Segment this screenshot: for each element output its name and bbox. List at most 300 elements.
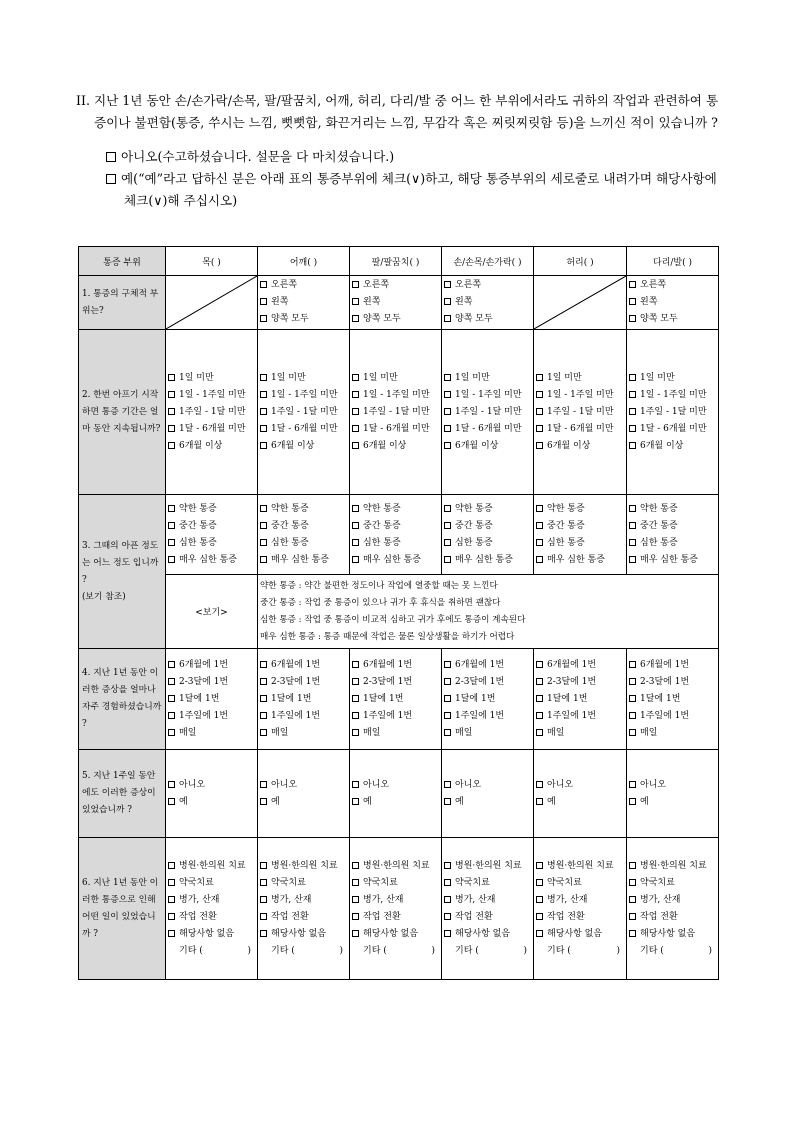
checkbox[interactable]: [352, 930, 359, 937]
q6-option[interactable]: [444, 875, 531, 892]
q1-option[interactable]: [352, 311, 439, 328]
q2-option[interactable]: [536, 438, 624, 455]
q2-option[interactable]: [260, 387, 347, 404]
q1-option[interactable]: [444, 294, 531, 311]
q4-option[interactable]: [352, 725, 439, 742]
checkbox[interactable]: [444, 425, 451, 432]
checkbox[interactable]: [168, 391, 175, 398]
etc-field[interactable]: [536, 943, 624, 960]
checkbox[interactable]: [260, 896, 267, 903]
q5-option[interactable]: [444, 777, 531, 794]
checkbox[interactable]: [168, 442, 175, 449]
q2-option[interactable]: [536, 387, 624, 404]
checkbox[interactable]: [629, 315, 636, 322]
q2-neck-options: [166, 330, 258, 495]
q2-option[interactable]: [168, 370, 255, 387]
checkbox[interactable]: [352, 505, 359, 512]
checkbox[interactable]: [629, 781, 636, 788]
option-label: 심한 통증: [547, 537, 585, 548]
q5-option[interactable]: [352, 794, 439, 811]
checkbox[interactable]: [629, 522, 636, 529]
q3-option[interactable]: [168, 501, 255, 518]
checkbox[interactable]: [260, 442, 267, 449]
q6-option[interactable]: [536, 909, 624, 926]
q4-option[interactable]: [168, 657, 255, 674]
q6-option[interactable]: [444, 926, 531, 943]
q4-option[interactable]: [629, 691, 716, 708]
checkbox[interactable]: [536, 896, 543, 903]
checkbox[interactable]: [260, 729, 267, 736]
checkbox[interactable]: [260, 374, 267, 381]
q4-option[interactable]: [536, 674, 624, 691]
q2-option[interactable]: [629, 438, 716, 455]
q3-option[interactable]: [168, 535, 255, 552]
q6-option[interactable]: [168, 909, 255, 926]
q3-option[interactable]: [536, 501, 624, 518]
checkbox[interactable]: [168, 930, 175, 937]
checkbox[interactable]: [444, 862, 451, 869]
q5-option[interactable]: [629, 794, 716, 811]
checkbox[interactable]: [352, 539, 359, 546]
checkbox[interactable]: [168, 425, 175, 432]
checkbox[interactable]: [352, 281, 359, 288]
checkbox[interactable]: [444, 781, 451, 788]
q1-option[interactable]: [260, 277, 347, 294]
q2-option[interactable]: [260, 421, 347, 438]
q5-option[interactable]: [352, 777, 439, 794]
checkbox[interactable]: [352, 678, 359, 685]
checkbox[interactable]: [629, 862, 636, 869]
checkbox[interactable]: [168, 695, 175, 702]
option-label: 예: [547, 796, 556, 807]
option-label: 오른쪽: [455, 280, 482, 290]
q4-option[interactable]: [168, 708, 255, 725]
q4-option[interactable]: [536, 691, 624, 708]
q1-option[interactable]: [444, 311, 531, 328]
q2-option[interactable]: [168, 404, 255, 421]
checkbox[interactable]: [629, 930, 636, 937]
checkbox[interactable]: [444, 315, 451, 322]
q2-option[interactable]: [168, 387, 255, 404]
checkbox[interactable]: [168, 798, 175, 805]
checkbox[interactable]: [629, 425, 636, 432]
q4-option[interactable]: [352, 657, 439, 674]
checkbox[interactable]: [352, 391, 359, 398]
checkbox[interactable]: [168, 661, 175, 668]
q2-option[interactable]: [260, 438, 347, 455]
checkbox[interactable]: [352, 729, 359, 736]
checkbox[interactable]: [444, 522, 451, 529]
q3-option[interactable]: [168, 552, 255, 569]
checkbox[interactable]: [536, 539, 543, 546]
checkbox[interactable]: [352, 896, 359, 903]
q5-option[interactable]: [536, 777, 624, 794]
checkbox[interactable]: [536, 913, 543, 920]
q3-option[interactable]: [536, 535, 624, 552]
q3-option[interactable]: [629, 501, 716, 518]
checkbox[interactable]: [629, 408, 636, 415]
q6-option[interactable]: [444, 892, 531, 909]
q4-option[interactable]: [260, 725, 347, 742]
q6-option[interactable]: [352, 909, 439, 926]
checkbox[interactable]: [260, 879, 267, 886]
checkbox[interactable]: [629, 896, 636, 903]
q4-option[interactable]: [444, 657, 531, 674]
q3-option[interactable]: [536, 518, 624, 535]
q6-option[interactable]: [260, 926, 347, 943]
checkbox[interactable]: [629, 661, 636, 668]
q4-option[interactable]: [260, 691, 347, 708]
checkbox[interactable]: [536, 661, 543, 668]
checkbox[interactable]: [536, 712, 543, 719]
checkbox[interactable]: [536, 374, 543, 381]
checkbox[interactable]: [260, 425, 267, 432]
q4-option[interactable]: [444, 691, 531, 708]
q4-option[interactable]: [352, 708, 439, 725]
q6-option[interactable]: [260, 875, 347, 892]
checkbox[interactable]: [536, 930, 543, 937]
q5-option[interactable]: [629, 777, 716, 794]
checkbox[interactable]: [536, 879, 543, 886]
checkbox[interactable]: [629, 798, 636, 805]
q2-option[interactable]: [352, 370, 439, 387]
q6-option[interactable]: [444, 858, 531, 875]
checkbox[interactable]: [536, 729, 543, 736]
q4-option[interactable]: [352, 674, 439, 691]
option-label: 왼쪽: [455, 297, 473, 307]
checkbox[interactable]: [536, 522, 543, 529]
checkbox[interactable]: [444, 556, 451, 563]
checkbox[interactable]: [352, 712, 359, 719]
q2-option[interactable]: [444, 421, 531, 438]
checkbox[interactable]: [444, 913, 451, 920]
q5-option[interactable]: [260, 794, 347, 811]
checkbox[interactable]: [444, 678, 451, 685]
q4-option[interactable]: [536, 708, 624, 725]
q3-option[interactable]: [352, 518, 439, 535]
q6-option[interactable]: [352, 858, 439, 875]
q3-option[interactable]: [352, 552, 439, 569]
checkbox[interactable]: [629, 879, 636, 886]
q6-option[interactable]: [629, 892, 716, 909]
q4-option[interactable]: [168, 725, 255, 742]
q3-option[interactable]: [444, 535, 531, 552]
checkbox[interactable]: [352, 315, 359, 322]
checkbox[interactable]: [629, 913, 636, 920]
checkbox[interactable]: [168, 539, 175, 546]
q2-option[interactable]: [352, 404, 439, 421]
q6-option[interactable]: [536, 892, 624, 909]
q3-option[interactable]: [629, 535, 716, 552]
checkbox[interactable]: [536, 695, 543, 702]
q3-option[interactable]: [444, 501, 531, 518]
q3-option[interactable]: [260, 518, 347, 535]
checkbox[interactable]: [444, 930, 451, 937]
q5-option[interactable]: [168, 777, 255, 794]
option-label: 1일 미만: [455, 372, 490, 383]
q6-option[interactable]: [629, 926, 716, 943]
q3-option[interactable]: [352, 535, 439, 552]
checkbox[interactable]: [168, 729, 175, 736]
checkbox[interactable]: [629, 281, 636, 288]
checkbox[interactable]: [352, 298, 359, 305]
checkbox[interactable]: [260, 281, 267, 288]
q6-option[interactable]: [260, 858, 347, 875]
q5-option[interactable]: [444, 794, 531, 811]
q3-option[interactable]: [629, 552, 716, 569]
checkbox[interactable]: [260, 522, 267, 529]
q3-option[interactable]: [168, 518, 255, 535]
q2-option[interactable]: [629, 404, 716, 421]
q4-option[interactable]: [444, 674, 531, 691]
checkbox[interactable]: [629, 391, 636, 398]
checkbox[interactable]: [352, 556, 359, 563]
q2-option[interactable]: [444, 370, 531, 387]
checkbox[interactable]: [168, 896, 175, 903]
q6-option[interactable]: [352, 875, 439, 892]
checkbox[interactable]: [444, 442, 451, 449]
checkbox[interactable]: [260, 505, 267, 512]
q2-option[interactable]: [536, 404, 624, 421]
etc-field[interactable]: [352, 943, 439, 960]
q5-option[interactable]: [168, 794, 255, 811]
checkbox[interactable]: [260, 862, 267, 869]
q4-option[interactable]: [629, 725, 716, 742]
q2-option[interactable]: [168, 421, 255, 438]
checkbox[interactable]: [260, 930, 267, 937]
q6-option[interactable]: [536, 858, 624, 875]
checkbox[interactable]: [444, 505, 451, 512]
q2-option[interactable]: [444, 404, 531, 421]
q1-option[interactable]: [352, 294, 439, 311]
checkbox-no[interactable]: [106, 152, 116, 162]
checkbox[interactable]: [352, 425, 359, 432]
checkbox[interactable]: [168, 781, 175, 788]
q4-option[interactable]: [536, 725, 624, 742]
checkbox[interactable]: [536, 408, 543, 415]
checkbox[interactable]: [536, 781, 543, 788]
checkbox[interactable]: [260, 913, 267, 920]
q1-option[interactable]: [629, 294, 716, 311]
checkbox[interactable]: [352, 879, 359, 886]
checkbox[interactable]: [260, 315, 267, 322]
q3-option[interactable]: [260, 552, 347, 569]
q2-option[interactable]: [536, 421, 624, 438]
q2-option[interactable]: [629, 421, 716, 438]
checkbox[interactable]: [536, 391, 543, 398]
q4-option[interactable]: [352, 691, 439, 708]
checkbox[interactable]: [536, 798, 543, 805]
q4-option[interactable]: [168, 691, 255, 708]
checkbox[interactable]: [629, 539, 636, 546]
q5-option[interactable]: [536, 794, 624, 811]
etc-field[interactable]: [629, 943, 716, 960]
q2-option[interactable]: [260, 370, 347, 387]
q2-option[interactable]: [629, 370, 716, 387]
q4-option[interactable]: [168, 674, 255, 691]
q1-option[interactable]: [629, 311, 716, 328]
checkbox[interactable]: [444, 374, 451, 381]
checkbox[interactable]: [444, 695, 451, 702]
q1-option[interactable]: [629, 277, 716, 294]
checkbox[interactable]: [444, 712, 451, 719]
q6-option[interactable]: [352, 926, 439, 943]
q2-option[interactable]: [444, 438, 531, 455]
checkbox[interactable]: [444, 408, 451, 415]
checkbox[interactable]: [536, 425, 543, 432]
q4-option[interactable]: [629, 674, 716, 691]
q1-option[interactable]: [260, 311, 347, 328]
checkbox[interactable]: [168, 556, 175, 563]
checkbox[interactable]: [260, 298, 267, 305]
checkbox[interactable]: [444, 798, 451, 805]
q4-option[interactable]: [260, 674, 347, 691]
q3-option[interactable]: [260, 501, 347, 518]
checkbox[interactable]: [444, 281, 451, 288]
etc-field[interactable]: [260, 943, 347, 960]
option-no[interactable]: [106, 146, 726, 168]
q1-option[interactable]: [444, 277, 531, 294]
checkbox[interactable]: [352, 695, 359, 702]
q2-option[interactable]: [536, 370, 624, 387]
etc-field[interactable]: [444, 943, 531, 960]
q6-option[interactable]: [629, 909, 716, 926]
checkbox[interactable]: [444, 729, 451, 736]
checkbox[interactable]: [444, 896, 451, 903]
checkbox-yes[interactable]: [106, 174, 116, 184]
q2-option[interactable]: [444, 387, 531, 404]
q4-option[interactable]: [260, 657, 347, 674]
checkbox[interactable]: [168, 862, 175, 869]
q3-option[interactable]: [352, 501, 439, 518]
checkbox[interactable]: [629, 712, 636, 719]
checkbox[interactable]: [168, 913, 175, 920]
checkbox[interactable]: [536, 505, 543, 512]
checkbox[interactable]: [168, 522, 175, 529]
q6-option[interactable]: [260, 892, 347, 909]
checkbox[interactable]: [260, 556, 267, 563]
option-yes[interactable]: [106, 168, 726, 212]
option-label: 병원·한의원 치료: [363, 860, 430, 871]
checkbox[interactable]: [260, 695, 267, 702]
checkbox[interactable]: [444, 391, 451, 398]
checkbox[interactable]: [536, 862, 543, 869]
q6-option[interactable]: [352, 892, 439, 909]
q5-option[interactable]: [260, 777, 347, 794]
checkbox[interactable]: [629, 678, 636, 685]
q4-option[interactable]: [444, 708, 531, 725]
checkbox[interactable]: [260, 781, 267, 788]
checkbox[interactable]: [352, 522, 359, 529]
q2-option[interactable]: [352, 421, 439, 438]
q6-option[interactable]: [168, 926, 255, 943]
q2-arm-options: [350, 330, 442, 495]
example-text: [258, 575, 719, 649]
etc-label: 기타 (: [271, 945, 295, 956]
checkbox[interactable]: [629, 695, 636, 702]
q3-option[interactable]: [260, 535, 347, 552]
checkbox[interactable]: [629, 729, 636, 736]
q6-option[interactable]: [168, 875, 255, 892]
q6-option[interactable]: [260, 909, 347, 926]
checkbox[interactable]: [352, 661, 359, 668]
checkbox[interactable]: [260, 391, 267, 398]
checkbox[interactable]: [352, 374, 359, 381]
checkbox[interactable]: [444, 298, 451, 305]
q2-option[interactable]: [168, 438, 255, 455]
q2-option[interactable]: [260, 404, 347, 421]
q6-option[interactable]: [629, 858, 716, 875]
checkbox[interactable]: [260, 798, 267, 805]
col-leg-foot: 다리/발( ): [627, 247, 719, 276]
q3-option[interactable]: [444, 518, 531, 535]
q2-option[interactable]: [352, 438, 439, 455]
q6-option[interactable]: [536, 875, 624, 892]
q3-option[interactable]: [629, 518, 716, 535]
q6-option[interactable]: [444, 909, 531, 926]
checkbox[interactable]: [536, 678, 543, 685]
q2-option[interactable]: [629, 387, 716, 404]
checkbox[interactable]: [444, 661, 451, 668]
checkbox[interactable]: [629, 374, 636, 381]
etc-close: ): [339, 945, 343, 956]
etc-field[interactable]: [168, 943, 255, 960]
checkbox[interactable]: [629, 556, 636, 563]
checkbox[interactable]: [444, 879, 451, 886]
checkbox[interactable]: [352, 408, 359, 415]
q1-option[interactable]: [260, 294, 347, 311]
checkbox[interactable]: [260, 539, 267, 546]
checkbox[interactable]: [168, 879, 175, 886]
option-label: 작업 전환: [455, 911, 493, 922]
checkbox[interactable]: [352, 442, 359, 449]
q4-option[interactable]: [629, 708, 716, 725]
checkbox[interactable]: [260, 712, 267, 719]
checkbox[interactable]: [260, 661, 267, 668]
checkbox[interactable]: [444, 539, 451, 546]
q3-option[interactable]: [444, 552, 531, 569]
q6-option[interactable]: [168, 892, 255, 909]
checkbox[interactable]: [536, 556, 543, 563]
checkbox[interactable]: [260, 408, 267, 415]
q3-option[interactable]: [536, 552, 624, 569]
checkbox[interactable]: [536, 442, 543, 449]
checkbox[interactable]: [168, 678, 175, 685]
checkbox[interactable]: [168, 374, 175, 381]
checkbox[interactable]: [352, 798, 359, 805]
q6-option[interactable]: [629, 875, 716, 892]
checkbox[interactable]: [629, 298, 636, 305]
q2-option[interactable]: [352, 387, 439, 404]
checkbox[interactable]: [629, 442, 636, 449]
q4-option[interactable]: [536, 657, 624, 674]
q4-option[interactable]: [629, 657, 716, 674]
checkbox[interactable]: [168, 712, 175, 719]
checkbox[interactable]: [168, 408, 175, 415]
checkbox[interactable]: [352, 862, 359, 869]
checkbox[interactable]: [352, 913, 359, 920]
header-row: [79, 247, 719, 276]
checkbox[interactable]: [260, 678, 267, 685]
q6-option[interactable]: [168, 858, 255, 875]
q6-option[interactable]: [536, 926, 624, 943]
q4-option[interactable]: [260, 708, 347, 725]
q1-option[interactable]: [352, 277, 439, 294]
checkbox[interactable]: [168, 505, 175, 512]
checkbox[interactable]: [629, 505, 636, 512]
checkbox[interactable]: [352, 781, 359, 788]
q4-option[interactable]: [444, 725, 531, 742]
